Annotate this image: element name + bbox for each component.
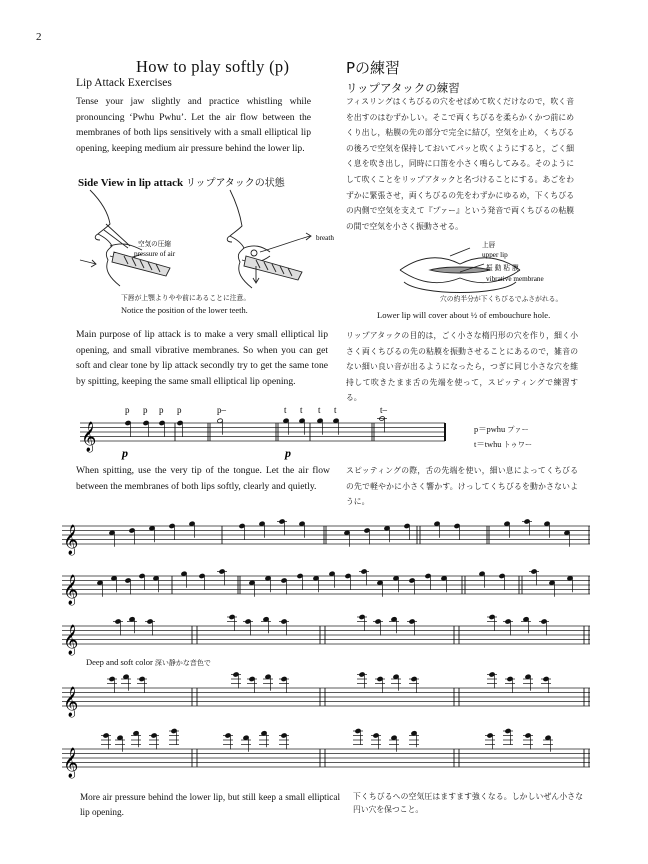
articulation-t: t (318, 405, 321, 415)
articulation-p: p (177, 405, 182, 415)
side-view-en: Side View in lip attack (78, 177, 184, 189)
music-staff-5 (62, 725, 592, 781)
page-title: How to play softly (p) (136, 57, 290, 76)
caption-teeth-en: Notice the position of the lower teeth. (121, 306, 248, 315)
articulation-t: t (300, 405, 303, 415)
articulation-p: p (159, 405, 164, 415)
label-membrane-en: vibrative membrane (486, 275, 544, 283)
music-staff-4 (62, 668, 592, 722)
treble-clef: 𝄞 (63, 575, 79, 605)
exercise-1-staff (80, 405, 460, 460)
caption-hole-jp: 穴の約半分が下くちびるでふさがれる。 (440, 295, 563, 303)
label-breath: breath (316, 234, 334, 242)
paragraph-purpose-jp: リップアタックの目的は，ごく小さな楕円形の穴を作り，細く小さく両くちびるの先の粘膜を振動させることにあるので，雑音のない細い良い音が出るようになったら，つぎに同じ小さな穴を維持して吹きたまま舌の先端を使って，スピッティングで練習する。 (346, 331, 578, 403)
deep-soft-color-label: Deep and soft color 深い静かな音色で (86, 657, 211, 667)
treble-clef: 𝄞 (63, 687, 79, 717)
page-number: 2 (36, 31, 42, 43)
articulation-p: p (143, 405, 148, 415)
music-staff-3 (62, 612, 592, 660)
caption-hole-en: Lower lip will cover about ½ of embouchure hole. (377, 310, 551, 320)
articulation-t: t (334, 405, 337, 415)
paragraph-air-pressure-jp: 下くちびるへの空気圧はますます強くなる。しかしいぜん小さな円い穴を保つこと。 (353, 792, 583, 814)
treble-clef: 𝄞 (63, 625, 79, 655)
dynamic-p: p (285, 446, 291, 460)
label-membrane-jp: 振 動 粘 膜 (486, 264, 519, 272)
articulation-t: t (284, 405, 287, 415)
articulation-p: p– (217, 405, 226, 415)
embouchure-illustration (390, 242, 610, 297)
paragraph-spitting: When spitting, use the very tip of the tongue. Let the air flow between the membranes of both lips softly, clearly and quietly. (76, 465, 330, 492)
music-staff-1 (62, 512, 592, 560)
treble-clef: 𝄞 (63, 748, 79, 778)
page-title-jp: Pの練習 (346, 59, 401, 77)
legend-p: p＝pwhu プァー (474, 425, 529, 434)
caption-teeth-jp: 下唇が上顎よりやや前にあることに注意。 (121, 294, 251, 302)
section-heading: Lip Attack Exercises (76, 77, 172, 89)
paragraph-lip-attack-jp: フィスリングはくちびるの穴をせばめて吹くだけなので，吹く音を出すのはむずかしい。そこで両くちびるを柔らかくかつ前にめくり出し，粘膜の先の部分で完全に結び，空気を止め，くちびるの後ろで空気を保持しておいてパッと吹くようにすると，ごく細く息を吹き出し，同時に口笛を小さく鳴らしてみる。そのようにして吹くことをリップアタックと名づけることにする。あごをわずかに緊張させ，両くちびるの先をわずかにゆるめ，下くちびるの内側で空気を支えて『プァー』という発音で両くちびるの粘膜の間で空気を小さく振動させる。 (346, 97, 574, 231)
section-heading-jp: リップアタックの練習 (346, 81, 460, 95)
label-upper-lip-jp: 上唇 (482, 241, 496, 249)
paragraph-spitting-jp: スピッティングの際，舌の先端を使い，細い息によってくちびるの先で軽やかに小さく響かす。けっしてくちびるを動かさないように。 (346, 466, 578, 507)
music-staff-2 (62, 562, 592, 610)
treble-clef: 𝄞 (63, 525, 79, 555)
articulation-p: p (125, 405, 130, 415)
label-pressure-jp: 空気の圧縮 (138, 240, 171, 248)
articulation-legend (474, 422, 532, 452)
legend-t: t＝twhu トゥワー (474, 440, 533, 449)
paragraph-lip-attack: Tense your jaw slightly and practice whistling while pronouncing ‘Pwhu Pwhu’. Let the air flow between the membranes of both lips sensitively with a small elliptical lip opening, keeping medium air pressure behind the lower lip. (76, 96, 311, 154)
label-upper-lip-en: upper lip (482, 251, 508, 259)
label-pressure-en: pressure of air (134, 250, 176, 258)
side-view-jp: リップアタックの状態 (185, 178, 285, 189)
paragraph-air-pressure: More air pressure behind the lower lip, but still keep a small elliptical lip opening. (80, 792, 340, 817)
side-view-heading (78, 174, 285, 189)
articulation-t: t– (380, 405, 388, 415)
paragraph-purpose: Main purpose of lip attack is to make a very small elliptical lip opening, and small vibrative membranes. So when you can get soft and clear tone by lip attack secondly try to get the same tone by spitting, keeping the same small elliptical lip opening. (76, 329, 328, 387)
side-view-illustration (70, 190, 334, 290)
treble-clef: 𝄞 (81, 422, 97, 452)
dynamic-p: p (122, 446, 128, 460)
